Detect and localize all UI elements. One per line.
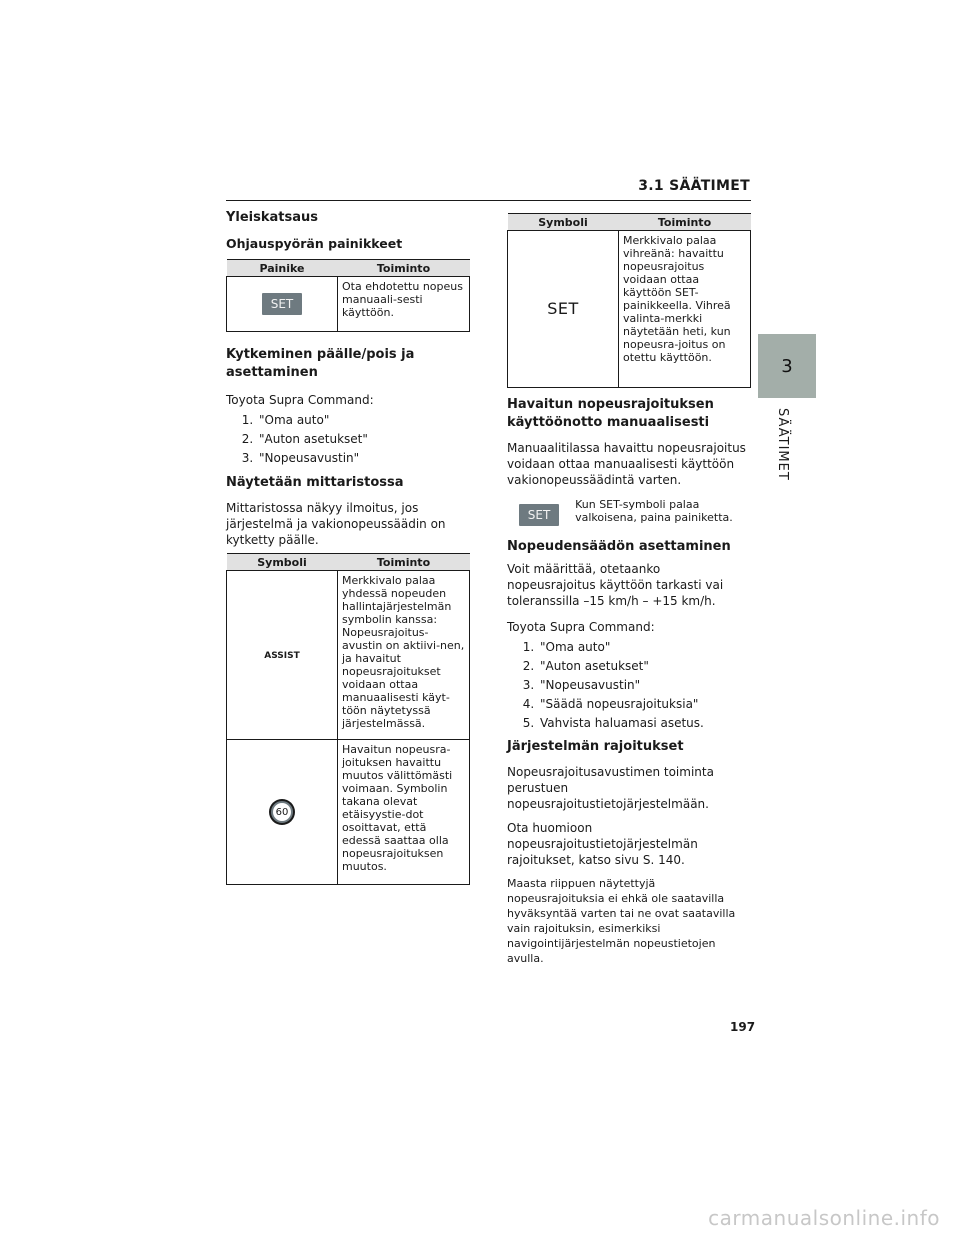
right-column <box>507 213 751 966</box>
list-item: 5. Vahvista haluamasi asetus. <box>538 714 751 733</box>
chapter-label: SÄÄTIMET <box>775 408 790 481</box>
set-symbol-table <box>507 213 751 388</box>
set-symbol-icon: SET <box>547 298 579 318</box>
section-header: 3.1 SÄÄTIMET <box>638 178 750 194</box>
page-number: 197 <box>730 1020 756 1034</box>
watermark[interactable]: carmanualsonline.info <box>708 1206 940 1230</box>
chapter-tab[interactable] <box>758 334 816 398</box>
table-row <box>227 740 470 885</box>
col-header-function: Toiminto <box>338 260 470 277</box>
intro-instrument-cluster: Mittaristossa näkyy ilmoitus, jos järjestelmä ja vakionopeussäädin on kytketty päälle. <box>226 501 446 547</box>
col-header-button: Painike <box>227 260 338 277</box>
list-item: 1. "Oma auto" <box>538 638 751 657</box>
table-row <box>508 231 751 388</box>
set-hint-icon-cell <box>507 498 571 526</box>
header-rule <box>226 200 751 201</box>
list-item: 2. "Auton asetukset" <box>257 430 470 449</box>
section-manual-activation: Havaitun nopeusrajoituksen käyttöönotto manuaalisesti <box>507 397 714 430</box>
function-cell: Ota ehdotettu nopeus manuaali-sesti käyttöön. <box>338 277 470 332</box>
symbol-cell <box>227 277 338 332</box>
col-header-function: Toiminto <box>619 214 751 231</box>
settings-path-list <box>226 411 470 468</box>
section-switch-on-off: Kytkeminen päälle/pois ja asettaminen <box>226 347 415 380</box>
assist-icon: ASSIST <box>264 650 300 661</box>
limitations-paragraph-3: Maasta riippuen näytettyjä nopeusrajoituksia ei ehkä ole saatavilla hyväksyntää varten tai ne ovat saatavilla vain rajoituksin, esimerkiksi navigointijärjestelmän nopeustietojen avulla. <box>507 877 736 965</box>
function-cell: Merkkivalo palaa yhdessä nopeuden hallintajärjestelmän symbolin kanssa: Nopeusrajoitus-avustin on aktiivi-nen, ja havaitut nopeusrajoitukset voidaan ottaa manuaalisesti käyt-töön näytetyssä järjestelmässä. <box>338 571 470 740</box>
list-item: 3. "Nopeusavustin" <box>538 676 751 695</box>
section-limitations: Järjestelmän rajoitukset <box>507 739 684 754</box>
table-row <box>227 277 470 332</box>
intro-supra-command: Toyota Supra Command: <box>507 620 655 634</box>
symbol-cell <box>227 571 338 740</box>
set-hint <box>507 498 751 526</box>
col-header-symbol: Symboli <box>508 214 619 231</box>
chapter-number: 3 <box>781 355 793 377</box>
symbol-cell <box>227 740 338 885</box>
limitations-paragraph-2: Ota huomioon nopeusrajoitustietojärjestelmän rajoitukset, katso sivu S. 140. <box>507 821 698 867</box>
intro-supra-command: Toyota Supra Command: <box>226 393 374 407</box>
list-item: 1. "Oma auto" <box>257 411 470 430</box>
table-row <box>227 571 470 740</box>
symbols-table <box>226 553 470 885</box>
set-button-icon: SET <box>519 504 559 526</box>
list-item: 4. "Säädä nopeusrajoituksia" <box>538 695 751 714</box>
set-hint-text: Kun SET-symboli palaa valkoisena, paina painiketta. <box>575 498 733 524</box>
list-item: 2. "Auton asetukset" <box>538 657 751 676</box>
set-button-icon: SET <box>262 293 302 315</box>
section-instrument-cluster: Näytetään mittaristossa <box>226 475 404 490</box>
subtitle-steering-buttons: Ohjauspyörän painikkeet <box>226 236 403 251</box>
list-item: 3. "Nopeusavustin" <box>257 449 470 468</box>
col-header-symbol: Symboli <box>227 554 338 571</box>
title-overview: Yleiskatsaus <box>226 210 319 225</box>
buttons-table <box>226 259 470 332</box>
intro-manual-activation: Manuaalitilassa havaittu nopeusrajoitus voidaan ottaa manuaalisesti käyttöön vakionopeussäädintä varten. <box>507 441 746 487</box>
limitations-paragraph-1: Nopeusrajoitusavustimen toiminta perustuen nopeusrajoitustietojärjestelmään. <box>507 765 714 811</box>
section-speed-adjust: Nopeudensäädön asettaminen <box>507 539 731 554</box>
intro-speed-adjust: Voit määrittää, otetaanko nopeusrajoitus käyttöön tarkasti vai toleranssilla –15 km/h – +15 km/h. <box>507 562 724 608</box>
speed-limit-icon: 60 <box>271 801 293 823</box>
function-cell: Merkkivalo palaa vihreänä: havaittu nopeusrajoitus voidaan ottaa käyttöön SET-painikkeella. Vihreä valinta-merkki näytetään heti, kun nopeusra-joitus on otettu käyttöön. <box>619 231 751 388</box>
symbol-cell <box>508 231 619 388</box>
left-column <box>226 206 470 885</box>
function-cell: Havaitun nopeusra-joituksen havaittu muutos välittömästi voimaan. Symbolin takana olevat etäisyystie-dot osoittavat, että edessä saattaa olla nopeusrajoituksen muutos. <box>338 740 470 885</box>
speed-settings-list <box>507 638 751 733</box>
col-header-function: Toiminto <box>338 554 470 571</box>
